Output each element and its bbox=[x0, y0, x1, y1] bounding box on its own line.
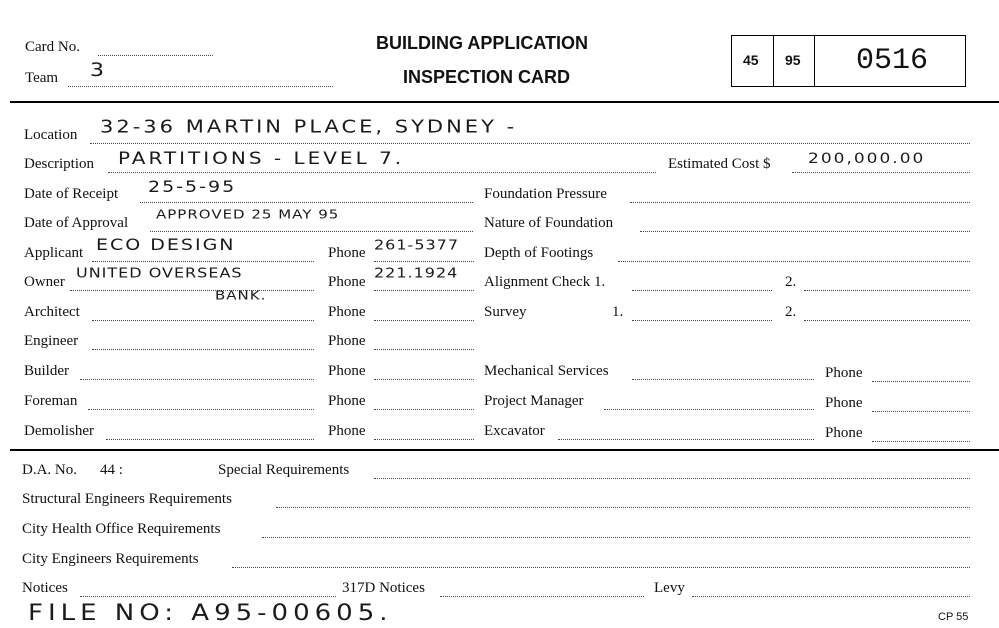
owner-label: Owner bbox=[24, 274, 65, 290]
estimated-cost-value: 200,000.00 bbox=[808, 150, 926, 167]
foreman-line[interactable] bbox=[88, 409, 314, 410]
date-of-receipt-line[interactable] bbox=[140, 202, 473, 203]
project-manager-phone-label: Phone bbox=[825, 395, 863, 411]
foreman-label: Foreman bbox=[24, 393, 78, 409]
notices-317d-line[interactable] bbox=[440, 596, 644, 597]
file-number-value: FILE NO: A95-00605. bbox=[28, 600, 393, 626]
survey-2-label: 2. bbox=[785, 304, 797, 320]
demolisher-phone-label: Phone bbox=[328, 423, 366, 439]
owner-value-line-1: UNITED OVERSEAS bbox=[76, 264, 243, 281]
builder-line[interactable] bbox=[80, 379, 314, 380]
excavator-line[interactable] bbox=[558, 439, 814, 440]
form-code: CP 55 bbox=[938, 611, 969, 623]
city-health-label: City Health Office Requirements bbox=[22, 521, 221, 537]
builder-label: Builder bbox=[24, 363, 69, 379]
alignment-check-1-line[interactable] bbox=[632, 290, 772, 291]
team-label: Team bbox=[25, 70, 59, 86]
team-value: 3 bbox=[90, 59, 106, 81]
city-engineers-line[interactable] bbox=[232, 567, 970, 568]
mechanical-services-label: Mechanical Services bbox=[484, 363, 609, 379]
owner-phone-label: Phone bbox=[328, 274, 366, 290]
mechanical-services-phone-label: Phone bbox=[825, 365, 863, 381]
applicant-label: Applicant bbox=[24, 245, 84, 261]
mechanical-services-phone-line[interactable] bbox=[872, 381, 970, 382]
survey-label: Survey bbox=[484, 304, 527, 320]
date-of-receipt-value: 25-5-95 bbox=[148, 177, 237, 196]
box-a-value: 45 bbox=[743, 52, 759, 68]
location-value: 32-36 MARTIN PLACE, SYDNEY - bbox=[100, 116, 518, 137]
foreman-phone-label: Phone bbox=[328, 393, 366, 409]
levy-label: Levy bbox=[654, 580, 685, 596]
applicant-phone-label: Phone bbox=[328, 245, 366, 261]
divider-top bbox=[10, 101, 999, 103]
applicant-value: ECO DESIGN bbox=[96, 235, 236, 254]
date-of-approval-value: APPROVED 25 MAY 95 bbox=[156, 206, 340, 222]
owner-phone-line[interactable] bbox=[374, 290, 474, 291]
estimated-cost-line[interactable] bbox=[792, 172, 970, 173]
builder-phone-line[interactable] bbox=[374, 379, 474, 380]
owner-phone-value: 221.1924 bbox=[374, 264, 459, 281]
demolisher-line[interactable] bbox=[106, 439, 314, 440]
special-requirements-label: Special Requirements bbox=[218, 462, 350, 478]
card-number-value: 0516 bbox=[856, 44, 929, 78]
architect-phone-label: Phone bbox=[328, 304, 366, 320]
project-manager-line[interactable] bbox=[604, 409, 814, 410]
nature-of-foundation-label: Nature of Foundation bbox=[484, 215, 614, 231]
description-value: PARTITIONS - LEVEL 7. bbox=[118, 147, 405, 168]
team-line[interactable] bbox=[68, 86, 333, 87]
survey-1-line[interactable] bbox=[632, 320, 772, 321]
engineer-label: Engineer bbox=[24, 333, 79, 349]
structural-requirements-label: Structural Engineers Requirements bbox=[22, 491, 232, 507]
card-no-line[interactable] bbox=[98, 55, 213, 56]
da-no-label: D.A. No. bbox=[22, 462, 77, 478]
notices-317d-label: 317D Notices bbox=[342, 580, 425, 596]
architect-line[interactable] bbox=[92, 320, 314, 321]
structural-requirements-line[interactable] bbox=[276, 507, 970, 508]
alignment-check-label: Alignment Check 1. bbox=[484, 274, 606, 290]
builder-phone-label: Phone bbox=[328, 363, 366, 379]
card-no-label: Card No. bbox=[25, 39, 80, 55]
excavator-phone-line[interactable] bbox=[872, 441, 970, 442]
city-engineers-label: City Engineers Requirements bbox=[22, 551, 199, 567]
description-line[interactable] bbox=[108, 172, 656, 173]
depth-of-footings-label: Depth of Footings bbox=[484, 245, 594, 261]
location-label: Location bbox=[24, 127, 78, 143]
box-b-value: 95 bbox=[785, 52, 801, 68]
applicant-phone-line[interactable] bbox=[374, 261, 474, 262]
alignment-check-2-line[interactable] bbox=[804, 290, 970, 291]
date-of-approval-label: Date of Approval bbox=[24, 215, 129, 231]
survey-1-label: 1. bbox=[612, 304, 624, 320]
description-label: Description bbox=[24, 156, 94, 172]
title-line-1: BUILDING APPLICATION bbox=[376, 33, 588, 53]
excavator-phone-label: Phone bbox=[825, 425, 863, 441]
levy-line[interactable] bbox=[692, 596, 970, 597]
engineer-phone-label: Phone bbox=[328, 333, 366, 349]
engineer-phone-line[interactable] bbox=[374, 349, 474, 350]
survey-2-line[interactable] bbox=[804, 320, 970, 321]
notices-line[interactable] bbox=[80, 596, 336, 597]
foundation-pressure-label: Foundation Pressure bbox=[484, 186, 607, 202]
divider-bottom bbox=[10, 449, 999, 451]
project-manager-phone-line[interactable] bbox=[872, 411, 970, 412]
owner-line[interactable] bbox=[70, 290, 314, 291]
demolisher-label: Demolisher bbox=[24, 423, 94, 439]
location-line[interactable] bbox=[90, 143, 970, 144]
alignment-check-2-label: 2. bbox=[785, 274, 797, 290]
notices-label: Notices bbox=[22, 580, 68, 596]
depth-of-footings-line[interactable] bbox=[618, 261, 970, 262]
engineer-line[interactable] bbox=[92, 349, 314, 350]
da-no-value: 44 : bbox=[100, 462, 123, 478]
mechanical-services-line[interactable] bbox=[632, 379, 814, 380]
architect-phone-line[interactable] bbox=[374, 320, 474, 321]
owner-value-line-2: BANK. bbox=[215, 287, 267, 303]
applicant-phone-value: 261-5377 bbox=[374, 236, 460, 253]
title-line-2: INSPECTION CARD bbox=[403, 67, 571, 87]
excavator-label: Excavator bbox=[484, 423, 545, 439]
date-of-receipt-label: Date of Receipt bbox=[24, 186, 119, 202]
special-requirements-line[interactable] bbox=[374, 478, 970, 479]
demolisher-phone-line[interactable] bbox=[374, 439, 474, 440]
city-health-line[interactable] bbox=[262, 537, 970, 538]
nature-of-foundation-line[interactable] bbox=[640, 231, 970, 232]
date-of-approval-line[interactable] bbox=[150, 231, 473, 232]
applicant-line[interactable] bbox=[92, 261, 314, 262]
project-manager-label: Project Manager bbox=[484, 393, 584, 409]
architect-label: Architect bbox=[24, 304, 80, 320]
foreman-phone-line[interactable] bbox=[374, 409, 474, 410]
foundation-pressure-line[interactable] bbox=[630, 202, 970, 203]
estimated-cost-label: Estimated Cost $ bbox=[668, 156, 771, 172]
